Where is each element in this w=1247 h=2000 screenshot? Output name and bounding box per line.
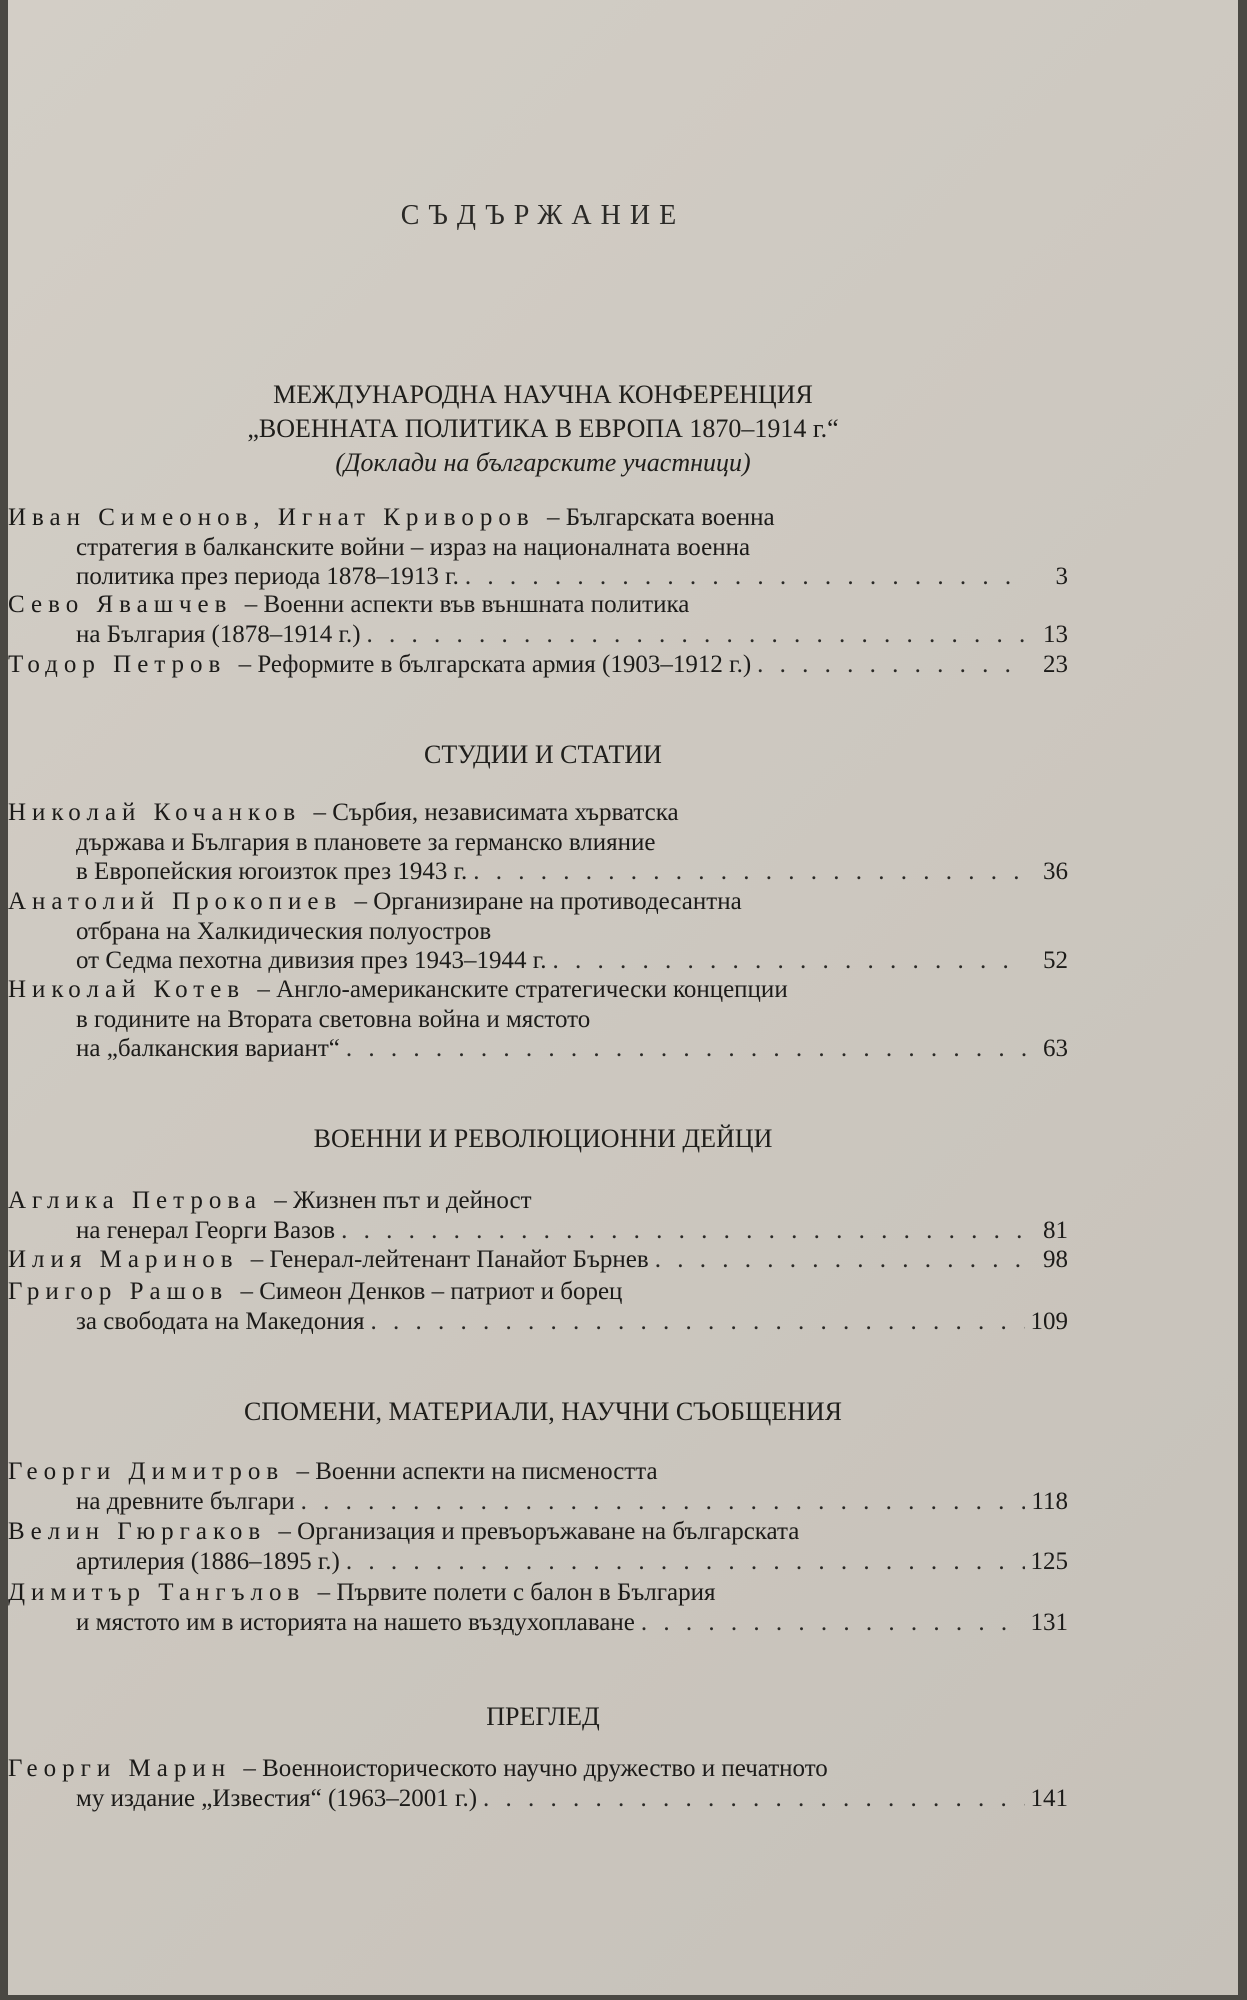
page-number: 36: [1043, 858, 1068, 885]
toc-entry-line: [8, 562, 1068, 592]
page-number: 109: [1030, 1307, 1068, 1335]
toc-entry-line: [8, 620, 1068, 650]
toc-entry-text: на България (1878–1914 г.): [76, 620, 361, 648]
section-heading: [8, 738, 1078, 772]
page-number: 118: [1031, 1487, 1068, 1515]
toc-entry-line: [8, 1487, 1068, 1517]
author-name: Григор Рашов: [8, 1278, 241, 1305]
toc-entry-line: [8, 1307, 1068, 1337]
toc-entry-text: политика през периода 1878–1913 г.: [76, 563, 459, 590]
toc-entry-line: Николай Кочанков – Сърбия, независимата хърватска: [8, 799, 679, 826]
toc-entry-line: [8, 1245, 1068, 1275]
dot-leader: [757, 650, 1026, 680]
toc-entry[interactable]: [8, 1517, 1068, 1576]
author-name: Георги Марин: [8, 1755, 244, 1782]
toc-entry-text: за свободата на Македония: [76, 1307, 365, 1335]
author-name: Сево Явашчев: [8, 591, 245, 618]
document-page: [8, 0, 1238, 1995]
toc-entry[interactable]: [8, 1457, 1068, 1516]
toc-entry-text: на „балканския вариант“: [76, 1035, 340, 1062]
page-number: 23: [1043, 651, 1068, 678]
toc-entry-line: [8, 1547, 1068, 1577]
toc-entry-text: на генерал Георги Вазов: [76, 1216, 336, 1244]
dot-leader: [346, 1547, 1025, 1577]
toc-entry-line: [8, 946, 1068, 976]
dot-leader: [655, 1245, 1026, 1275]
page-number: 52: [1043, 947, 1068, 974]
section-heading-line: СТУДИИ И СТАТИИ: [424, 740, 662, 769]
toc-entry-line: Анатолий Прокопиев – Организиране на противодесантна: [8, 888, 742, 915]
toc-entry-text: артилерия (1886–1895 г.): [76, 1547, 340, 1575]
dot-leader: [483, 1784, 1024, 1814]
author-name: Николай Кочанков: [8, 799, 314, 826]
page-number: 13: [1043, 620, 1068, 648]
toc-entry[interactable]: [8, 1754, 1068, 1813]
dot-leader: [301, 1487, 1026, 1517]
toc-entry-line: [8, 1216, 1068, 1246]
page-number: 141: [1030, 1784, 1068, 1812]
author-name: Аглика Петрова: [8, 1187, 275, 1214]
toc-entry-text: Илия Маринов – Генерал-лейтенант Панайот Бърнев: [8, 1246, 649, 1273]
toc-entry[interactable]: [8, 1245, 1068, 1275]
toc-entry-line: Аглика Петрова – Жизнен път и дейност: [8, 1187, 532, 1214]
author-name: Велин Гюргаков: [8, 1518, 279, 1545]
toc-entry-line: Григор Рашов – Симеон Денков – патриот и борец: [8, 1278, 623, 1305]
section-heading-line: ПРЕГЛЕД: [486, 1702, 600, 1731]
toc-entry-line: държава и България в плановете за германско влияние: [76, 828, 656, 856]
toc-entry[interactable]: [8, 1186, 1068, 1245]
toc-entry[interactable]: [8, 887, 1068, 976]
page-number: 125: [1030, 1547, 1068, 1575]
toc-entry-line: Георги Марин – Военноисторическото научно дружество и печатното: [8, 1755, 828, 1782]
dot-leader: [367, 620, 1026, 650]
toc-entry[interactable]: [8, 503, 1068, 592]
toc-entry-line: [8, 650, 1068, 680]
dot-leader: [465, 562, 1026, 592]
page-number: 98: [1043, 1246, 1068, 1273]
toc-entry-line: в годините на Втората световна война и мястото: [76, 1005, 591, 1033]
page-number: 63: [1043, 1035, 1068, 1062]
toc-entry-text: в Европейския югоизток през 1943 г.: [76, 858, 468, 885]
section-heading: [8, 378, 1078, 480]
toc-entry-line: [8, 1784, 1068, 1814]
dot-leader: [473, 857, 1026, 887]
toc-entry[interactable]: [8, 590, 1068, 649]
toc-entry[interactable]: [8, 798, 1068, 887]
section-subheading: (Доклади на българските участници): [335, 448, 751, 477]
toc-entry-line: [8, 1608, 1068, 1638]
dot-leader: [346, 1034, 1026, 1064]
toc-entry-text: от Седма пехотна дивизия през 1943–1944 г.: [76, 947, 547, 974]
page-title: СЪДЪРЖАНИЕ: [400, 200, 686, 231]
toc-entry-text: Тодор Петров – Реформите в българската армия (1903–1912 г.): [8, 651, 752, 678]
section-heading-line: МЕЖДУНАРОДНА НАУЧНА КОНФЕРЕНЦИЯ: [273, 380, 813, 409]
toc-entry-line: стратегия в балканските войни – израз на националната военна: [76, 533, 751, 561]
toc-entry-line: отбрана на Халкидическия полуостров: [76, 917, 492, 945]
page-number: 3: [1055, 563, 1068, 590]
section-heading-line: „ВОЕННАТА ПОЛИТИКА В ЕВРОПА 1870–1914 г.“: [247, 414, 839, 443]
author-name: Иван Симеонов, Игнат Криворов: [8, 504, 547, 531]
section-heading: [8, 1700, 1078, 1734]
dot-leader: [641, 1608, 1025, 1638]
toc-entry-line: Димитър Тангълов – Първите полети с балон в България: [8, 1579, 716, 1606]
page-number: 81: [1043, 1216, 1068, 1244]
section-heading: [8, 1395, 1078, 1429]
toc-entry-line: Велин Гюргаков – Организация и превъоръжаване на българската: [8, 1518, 800, 1545]
section-heading-line: ВОЕННИ И РЕВОЛЮЦИОННИ ДЕЙЦИ: [313, 1124, 773, 1153]
author-name: Анатолий Прокопиев: [8, 888, 355, 915]
toc-entry[interactable]: [8, 650, 1068, 680]
author-name: Илия Маринов: [8, 1246, 251, 1273]
author-name: Тодор Петров: [8, 651, 239, 678]
toc-entry-text: му издание „Известия“ (1963–2001 г.): [76, 1784, 478, 1812]
toc-entry-line: [8, 1034, 1068, 1064]
toc-entry-line: Николай Котев – Англо-американските стратегически концепции: [8, 976, 788, 1003]
toc-entry[interactable]: [8, 1277, 1068, 1336]
section-heading: [8, 1122, 1078, 1156]
section-heading-line: СПОМЕНИ, МАТЕРИАЛИ, НАУЧНИ СЪОБЩЕНИЯ: [244, 1397, 842, 1426]
toc-entry[interactable]: [8, 1578, 1068, 1637]
toc-entry-line: Иван Симеонов, Игнат Криворов – Българската военна: [8, 504, 775, 531]
dot-leader: [371, 1307, 1025, 1337]
toc-entry[interactable]: [8, 975, 1068, 1064]
toc-entry-text: и мястото им в историята на нашето въздухоплаване: [76, 1608, 635, 1636]
author-name: Димитър Тангълов: [8, 1579, 318, 1606]
toc-entry-line: Сево Явашчев – Военни аспекти във външната политика: [8, 591, 690, 618]
toc-entry-line: [8, 857, 1068, 887]
toc-entry-line: Георги Димитров – Военни аспекти на писмеността: [8, 1458, 658, 1485]
page-number: 131: [1030, 1608, 1068, 1636]
toc-entry-text: на древните българи: [76, 1487, 295, 1515]
author-name: Николай Котев: [8, 976, 258, 1003]
dot-leader: [552, 946, 1026, 976]
author-name: Георги Димитров: [8, 1458, 297, 1485]
dot-leader: [341, 1216, 1026, 1246]
